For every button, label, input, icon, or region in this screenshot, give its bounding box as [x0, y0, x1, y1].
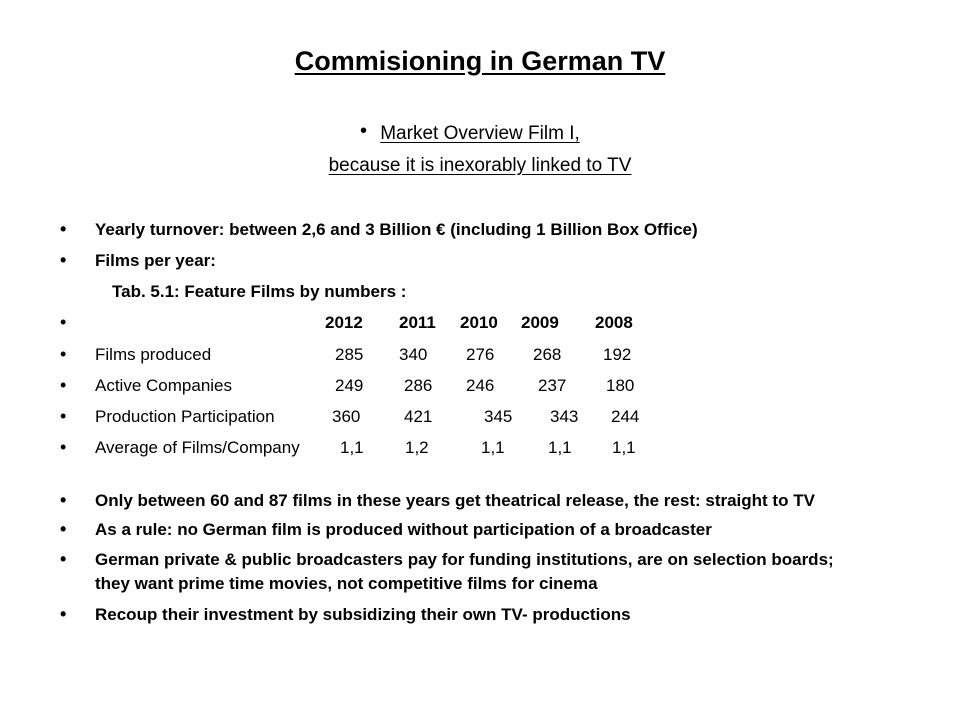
year-header: 2008: [595, 313, 633, 332]
table-cell: 1,1: [481, 438, 505, 457]
bullet-theatrical-release: [0, 490, 815, 517]
bullet-icon: •: [60, 344, 67, 364]
bullet-text: Only between 60 and 87 films in these years get theatrical release, the rest: straight to TV: [95, 491, 815, 510]
bullet-recoup-investment: [0, 604, 631, 631]
bullet-icon: •: [60, 437, 67, 457]
year-header: 2010: [460, 313, 498, 332]
table-cell: 237: [538, 376, 567, 395]
table-caption: Tab. 5.1: Feature Films by numbers :: [112, 282, 407, 301]
row-label: Films produced: [95, 345, 212, 364]
subtitle-line-1: [0, 120, 960, 145]
table-cell: 249: [335, 376, 364, 395]
table-row: [0, 437, 636, 464]
year-header: 2012: [325, 313, 363, 332]
bullet-icon: •: [60, 219, 67, 239]
table-cell: 360: [332, 407, 361, 426]
table-cell: 276: [466, 345, 495, 364]
bullet-icon: •: [60, 250, 67, 270]
bullet-text: Films per year:: [95, 251, 216, 270]
table-cell: 1,1: [340, 438, 364, 457]
row-label: Production Participation: [95, 407, 275, 426]
subtitle-line-2: because it is inexorably linked to TV: [328, 155, 632, 176]
table-cell: 421: [404, 407, 433, 426]
year-header: 2011: [399, 313, 436, 332]
year-header: 2009: [521, 313, 559, 332]
bullet-icon: •: [60, 519, 67, 539]
row-label: Average of Films/Company: [95, 438, 300, 457]
table-cell: 180: [606, 376, 635, 395]
bullet-text: German private & public broadcasters pay for funding institutions, are on selection boards;: [95, 550, 834, 569]
table-cell: 285: [335, 345, 364, 364]
table-header-row: [0, 312, 633, 339]
table-cell: 268: [533, 345, 562, 364]
bullet-text: Yearly turnover: between 2,6 and 3 Billion € (including 1 Billion Box Office): [95, 220, 698, 239]
bullet-funding-institutions: [0, 549, 834, 576]
table-row: [0, 344, 632, 371]
bullet-text: they want prime time movies, not competitive films for cinema: [95, 574, 598, 593]
table-cell: 286: [404, 376, 433, 395]
table-cell: 244: [611, 407, 640, 426]
table-cell: 1,1: [548, 438, 572, 457]
bullet-icon: •: [360, 120, 368, 142]
bullet-icon: •: [60, 375, 67, 395]
table-cell: 345: [484, 407, 513, 426]
table-cell: 1,1: [612, 438, 636, 457]
table-row: [0, 406, 640, 433]
bullet-text: As a rule: no German film is produced without participation of a broadcaster: [95, 520, 712, 539]
bullet-broadcaster-participation: [0, 519, 712, 546]
bullet-films-per-year: [0, 250, 216, 277]
bullet-icon: •: [60, 312, 67, 332]
table-cell: 340: [399, 345, 428, 364]
bullet-icon: •: [60, 490, 67, 510]
table-cell: 1,2: [405, 438, 429, 457]
bullet-text: Recoup their investment by subsidizing their own TV- productions: [95, 605, 631, 624]
table-row: [0, 375, 635, 402]
row-label: Active Companies: [95, 376, 233, 395]
bullet-funding-continuation: [0, 574, 598, 600]
bullet-yearly-turnover: [0, 219, 698, 246]
table-cell: 246: [466, 376, 495, 395]
bullet-icon: •: [60, 406, 67, 426]
subtitle-line-1-text: Market Overview Film I,: [380, 123, 580, 144]
table-cell: 343: [550, 407, 579, 426]
bullet-icon: •: [60, 604, 67, 624]
bullet-icon: •: [60, 549, 67, 569]
table-cell: 192: [603, 345, 632, 364]
slide-title: Commisioning in German TV: [294, 46, 666, 76]
